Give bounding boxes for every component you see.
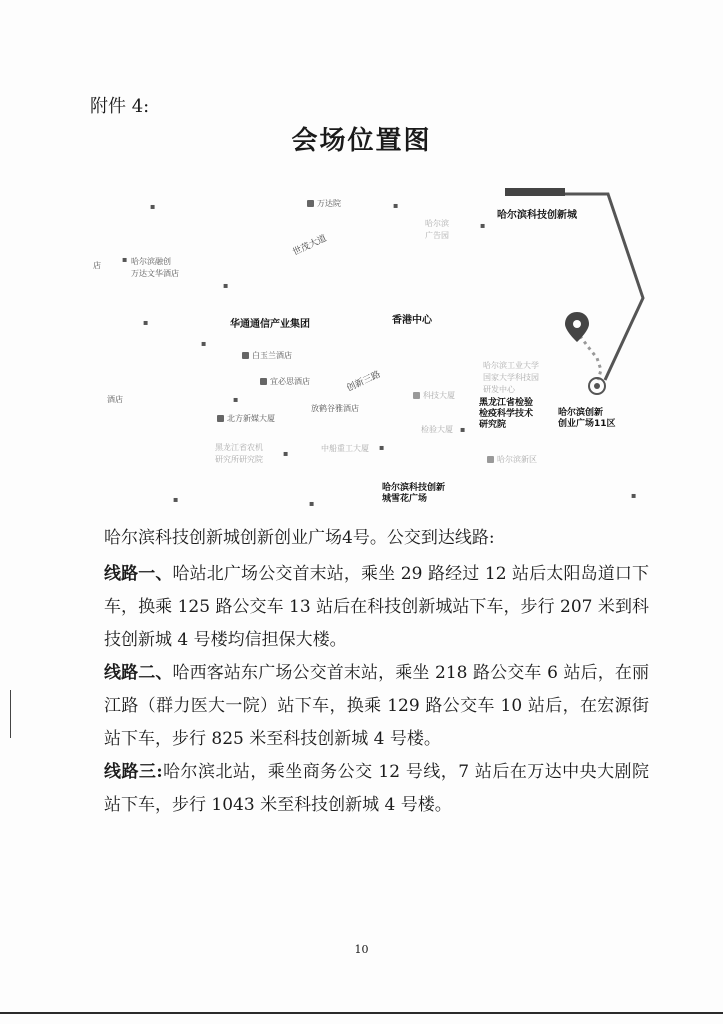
label-faint-top: 哈尔滨 广告园 <box>425 219 449 240</box>
label-faint-b: 中船重工大厦 <box>321 444 369 453</box>
route-banner <box>505 188 565 196</box>
route-item <box>104 657 649 756</box>
poi-marker: ▪ <box>283 449 289 458</box>
label-heilongjiang-institute: 黑龙江省检验 检疫科学技术 研究院 <box>479 398 534 430</box>
poi-marker: ▪ <box>150 202 156 211</box>
label-top-wanda: 万达院 <box>307 198 341 210</box>
label-faint-a: 黑龙江省农机 研究所研究院 <box>215 443 263 464</box>
label-wanda-vista: 哈尔滨融创 万达文华酒店 <box>131 257 179 278</box>
route-label: 线路一、 <box>104 564 173 584</box>
attachment-label: 附件 4: <box>90 96 150 117</box>
address-intro: 哈尔滨科技创新城创新创业广场4号。公交到达线路: <box>104 528 495 548</box>
route-text: 哈西客站东广场公交首末站，乘坐 218 路公交车 6 站后，在丽江路（群力医大一院）站下车，换乘 129 路公交车 10 站后，在宏源街站下车，步行 825 米至科技创新城 4 号楼。 <box>104 663 649 749</box>
label-beifang-building: 北方新媒大厦 <box>217 413 275 425</box>
scan-border-line <box>0 1012 723 1014</box>
destination-pin-icon <box>565 312 589 342</box>
poi-marker: ▪ <box>173 495 179 504</box>
label-innovation-road3: 创新三路 <box>345 369 383 394</box>
route-item <box>104 558 649 657</box>
label-faint-d: 检验大厦 <box>421 425 453 434</box>
route-text: 哈站北广场公交首末站，乘坐 29 路经过 12 站后太阳岛道口下车，换乘 125 路公交车 13 站后在科技创新城站下车，步行 207 米到科技创新城 4 号楼均信担保大楼。 <box>104 564 649 650</box>
label-hk-center: 香港中心 <box>392 315 432 326</box>
poi-marker: ▪ <box>233 395 239 404</box>
label-faint-f: 哈尔滨新区 <box>487 454 537 466</box>
label-hotel-left: 酒店 <box>107 395 123 404</box>
label-fanghua: 放鹤谷雅酒店 <box>311 404 359 413</box>
poi-marker: ▪ <box>393 201 399 210</box>
poi-marker: ▪ <box>143 318 149 327</box>
label-snow-plaza: 哈尔滨科技创新 城雪花广场 <box>382 483 446 504</box>
label-baiyulan: 白玉兰酒店 <box>242 350 292 362</box>
poi-marker: ▪ <box>480 221 486 230</box>
label-plaza-11: 哈尔滨创新 创业广场11区 <box>558 408 616 429</box>
page-title: 会场位置图 <box>291 126 432 156</box>
label-faint-c: 科技大厦 <box>413 390 455 402</box>
label-yibisi: 宜必思酒店 <box>260 376 310 388</box>
scan-edge-mark <box>10 690 11 738</box>
poi-marker: ▪ <box>631 491 637 500</box>
route-label: 线路二、 <box>104 663 173 683</box>
route-text: 哈尔滨北站，乘坐商务公交 12 号线，7 站后在万达中央大剧院站下车，步行 1043 米至科技创新城 4 号楼。 <box>104 762 649 815</box>
poi-marker: ▪ <box>223 281 229 290</box>
poi-marker: ▪ <box>379 443 385 452</box>
label-store-left: 店 <box>93 261 101 270</box>
label-innovation-city: 哈尔滨科技创新城 <box>497 210 577 221</box>
venue-map <box>95 188 655 510</box>
label-huatong: 华通通信产业集团 <box>230 319 310 330</box>
start-marker-icon <box>589 378 605 394</box>
poi-marker: ▪ <box>460 425 466 434</box>
label-shimao-road: 世茂大道 <box>291 233 329 258</box>
route-item <box>104 756 649 822</box>
walk-dots <box>580 336 601 380</box>
label-faint-e: 哈尔滨工业大学 国家大学科技园 研发中心 <box>483 361 539 394</box>
poi-marker: ▪ <box>201 339 207 348</box>
map-graphics <box>95 188 655 510</box>
route-label: 线路三: <box>104 762 163 782</box>
poi-marker: ▪ <box>309 499 315 508</box>
page-number: 10 <box>354 943 369 956</box>
route-list <box>104 558 649 822</box>
poi-marker: ▪ <box>122 255 128 264</box>
